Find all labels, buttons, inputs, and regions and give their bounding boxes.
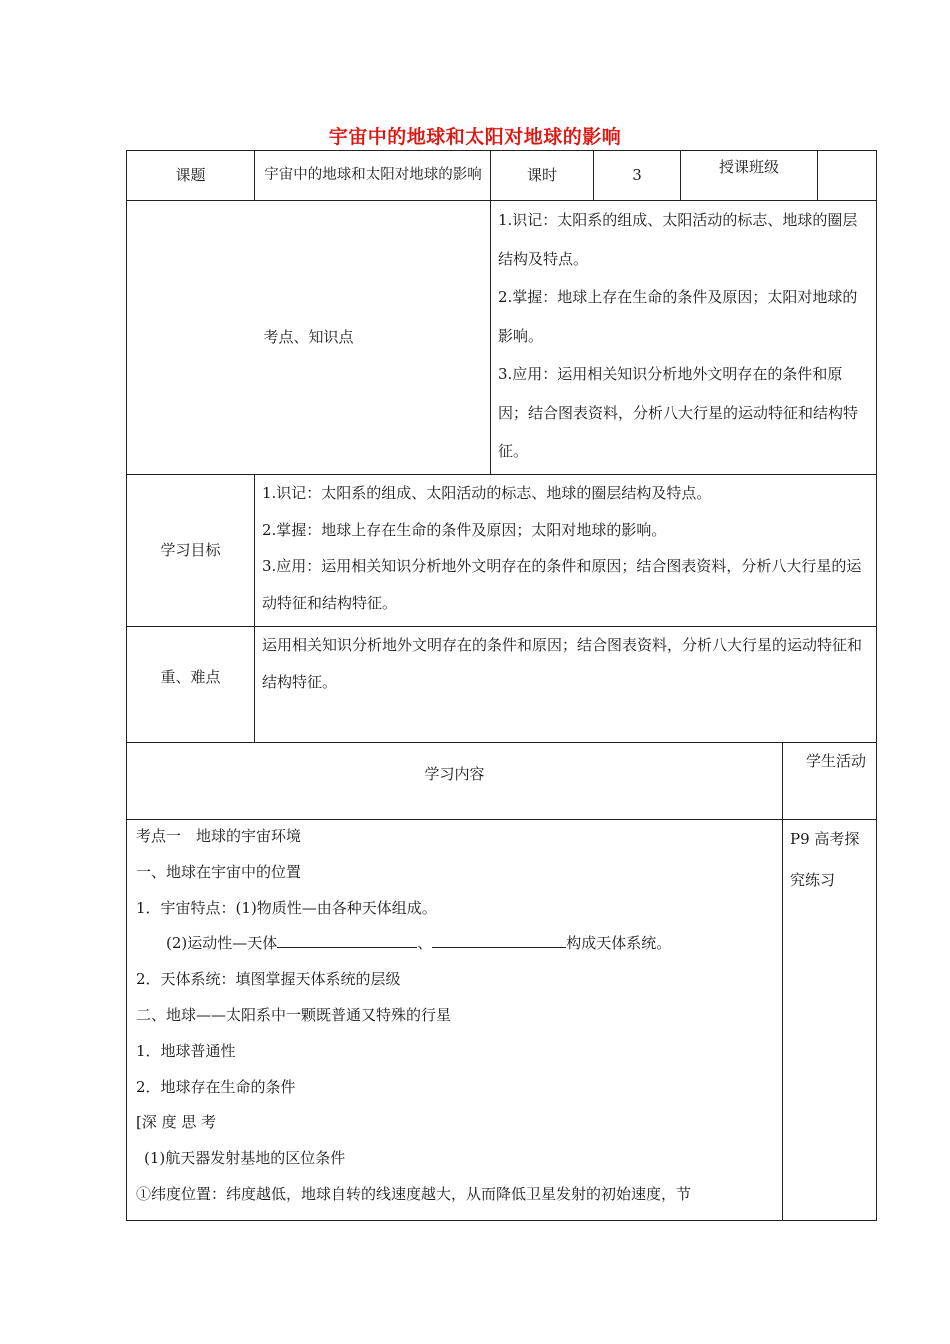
hours-value: 3 (632, 165, 642, 184)
knowledge-list (498, 201, 872, 471)
content-text: 、 (417, 934, 433, 953)
objectives-label: 学习目标 (160, 540, 221, 559)
content-line: (1)航天器发射基地的区位条件 (144, 1149, 346, 1168)
hours-label: 课时 (526, 165, 557, 184)
topic-value: 宇宙中的地球和太阳对地球的影响 (264, 166, 482, 183)
objective-item: 3.应用：运用相关知识分析地外文明存在的条件和原因；结合图表资料，分析八大行星的运动特征和结构特征。 (262, 557, 862, 612)
content-line: 1．地球普通性 (136, 1041, 236, 1060)
content-line: ①纬度位置：纬度越低，地球自转的线速度越大，从而降低卫星发射的初始速度，节 (136, 1184, 692, 1203)
key-points-label: 重、难点 (160, 667, 221, 686)
topic-label: 课题 (175, 165, 206, 184)
fill-blank-2[interactable] (432, 933, 566, 948)
knowledge-item: 2.掌握：地球上存在生命的条件及原因；太阳对地球的影响。 (498, 288, 858, 345)
content-text: (2)运动性—天体 (166, 934, 278, 953)
knowledge-item: 3.应用：运用相关知识分析地外文明存在的条件和原因；结合图表资料，分析八大行星的运动特征和结构特征。 (498, 365, 859, 460)
fill-blank-1[interactable] (277, 933, 417, 948)
content-line-blanks (136, 926, 776, 962)
objective-item: 1.识记：太阳系的组成、太阳活动的标志、地球的圈层结构及特点。 (262, 484, 712, 502)
student-activity-text: P9 高考探究练习 (790, 830, 860, 889)
content-body (136, 819, 776, 1213)
activity-header-label: 学生活动 (805, 752, 866, 770)
objectives-list (262, 475, 872, 621)
knowledge-label: 考点、知识点 (263, 327, 354, 346)
content-line: [深 度 思 考 (136, 1113, 217, 1132)
content-line: 1．宇宙特点：(1)物质性—由各种天体组成。 (136, 898, 437, 917)
content-line: 2．地球存在生命的条件 (136, 1077, 296, 1096)
content-line: 二、地球——太阳系中一颗既普通又特殊的行星 (136, 1005, 452, 1024)
document-title: 宇宙中的地球和太阳对地球的影响 (328, 126, 622, 148)
key-points-text: 运用相关知识分析地外文明存在的条件和原因；结合图表资料，分析八大行星的运动特征和结构特征。 (262, 636, 863, 691)
content-line: 2．天体系统：填图掌握天体系统的层级 (136, 970, 401, 989)
class-label: 授课班级 (718, 158, 779, 176)
knowledge-item: 1.识记：太阳系的组成、太阳活动的标志、地球的圈层结构及特点。 (498, 211, 858, 268)
class-value (818, 151, 876, 200)
content-line: 考点一 地球的宇宙环境 (136, 827, 302, 845)
content-line: 一、地球在宇宙中的位置 (136, 862, 302, 881)
objective-item: 2.掌握：地球上存在生命的条件及原因；太阳对地球的影响。 (262, 520, 667, 539)
content-header-label: 学习内容 (424, 765, 485, 784)
content-text: 构成天体系统。 (566, 934, 672, 953)
